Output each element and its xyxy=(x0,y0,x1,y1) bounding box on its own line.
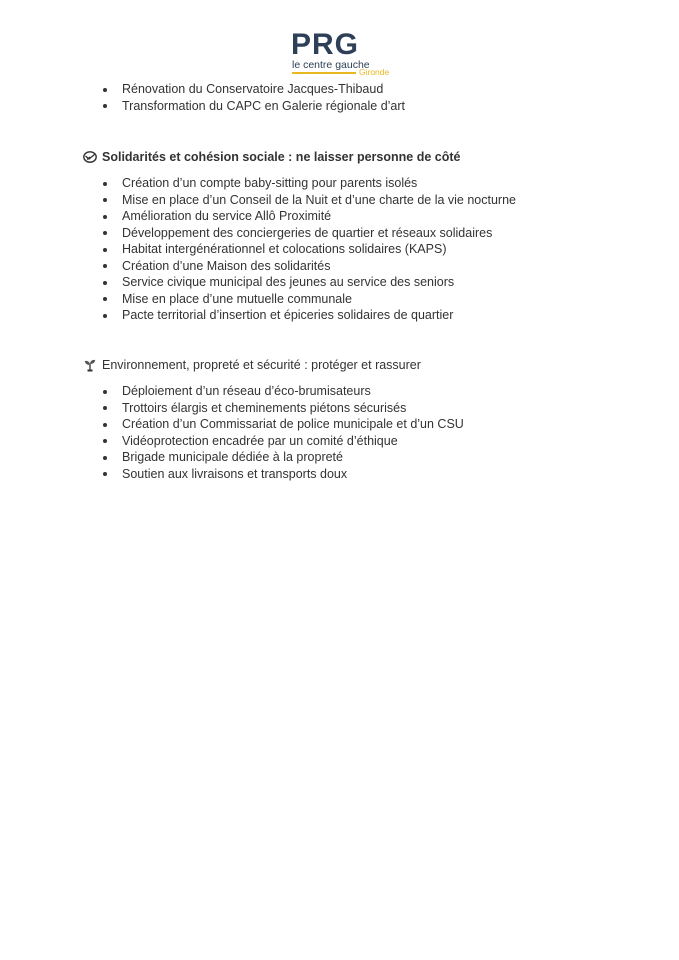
section-heading-solidarity xyxy=(83,148,460,166)
section-heading-text: Environnement, propreté et sécurité : protéger et rassurer xyxy=(102,358,421,372)
list-item xyxy=(0,258,679,275)
logo-region: Gironde xyxy=(359,67,390,77)
list-item-text: Mise en place d’une mutuelle communale xyxy=(122,291,352,306)
logo-underline xyxy=(292,72,356,74)
list-item-text: Amélioration du service Allô Proximité xyxy=(122,209,332,223)
solidarity-list xyxy=(0,175,679,324)
list-item-text: Rénovation du Conservatoire Jacques-Thibaud xyxy=(122,82,384,96)
list-item xyxy=(0,383,679,400)
bullet-icon xyxy=(103,182,107,186)
list-item-text: Vidéoprotection encadrée par un comité d’éthique xyxy=(122,433,398,448)
seedling-icon xyxy=(83,358,97,372)
list-item xyxy=(0,291,679,308)
environment-list xyxy=(0,383,679,482)
section-heading-environment xyxy=(83,356,421,374)
bullet-icon xyxy=(103,472,107,476)
list-item xyxy=(0,274,679,291)
list-item-text: Habitat intergénérationnel et colocations solidaires (KAPS) xyxy=(122,242,447,256)
list-item xyxy=(0,175,679,192)
bullet-icon xyxy=(103,248,107,252)
handshake-icon xyxy=(83,150,97,164)
bullet-icon xyxy=(103,264,107,268)
list-item xyxy=(0,416,679,433)
list-item-text: Développement des conciergeries de quartier et réseaux solidaires xyxy=(122,225,493,240)
list-item-text: Transformation du CAPC en Galerie régionale d’art xyxy=(122,98,406,113)
list-item xyxy=(0,208,679,225)
list-item xyxy=(0,241,679,258)
bullet-icon xyxy=(103,231,107,235)
bullet-icon xyxy=(103,281,107,285)
bullet-icon xyxy=(103,198,107,202)
section-heading-text: Solidarités et cohésion sociale : ne laisser personne de côté xyxy=(102,150,461,164)
list-item xyxy=(0,433,679,450)
logo-tagline: le centre gauche xyxy=(292,59,370,71)
bullet-icon xyxy=(103,423,107,427)
list-item-text: Trottoirs élargis et cheminements piétons sécurisés xyxy=(122,400,407,415)
intro-list xyxy=(0,81,679,114)
bullet-icon xyxy=(103,406,107,410)
prg-logo xyxy=(291,30,391,78)
list-item-text: Soutien aux livraisons et transports doux xyxy=(122,466,348,481)
list-item-text: Pacte territorial d’insertion et épiceries solidaires de quartier xyxy=(122,308,454,322)
bullet-icon xyxy=(103,390,107,394)
list-item-text: Création d’un compte baby-sitting pour parents isolés xyxy=(122,176,418,190)
list-item-text: Déploiement d’un réseau d’éco-brumisateurs xyxy=(122,384,371,398)
bullet-icon xyxy=(103,297,107,301)
list-item-text: Mise en place d’un Conseil de la Nuit et d’une charte de la vie nocturne xyxy=(122,192,516,207)
list-item-text: Service civique municipal des jeunes au service des seniors xyxy=(122,275,455,289)
logo-wordmark: PRG xyxy=(291,28,360,61)
list-item xyxy=(0,192,679,209)
bullet-icon xyxy=(103,88,107,92)
bullet-icon xyxy=(103,456,107,460)
list-item xyxy=(0,400,679,417)
list-item xyxy=(0,466,679,483)
list-item-text: Création d’une Maison des solidarités xyxy=(122,258,331,273)
bullet-icon xyxy=(103,439,107,443)
list-item xyxy=(0,81,679,98)
list-item-text: Brigade municipale dédiée à la propreté xyxy=(122,450,343,464)
bullet-icon xyxy=(103,215,107,219)
list-item xyxy=(0,98,679,115)
list-item xyxy=(0,307,679,324)
list-item-text: Création d’un Commissariat de police municipale et d’un CSU xyxy=(122,417,464,431)
list-item xyxy=(0,225,679,242)
bullet-icon xyxy=(103,314,107,318)
bullet-icon xyxy=(103,104,107,108)
list-item xyxy=(0,449,679,466)
